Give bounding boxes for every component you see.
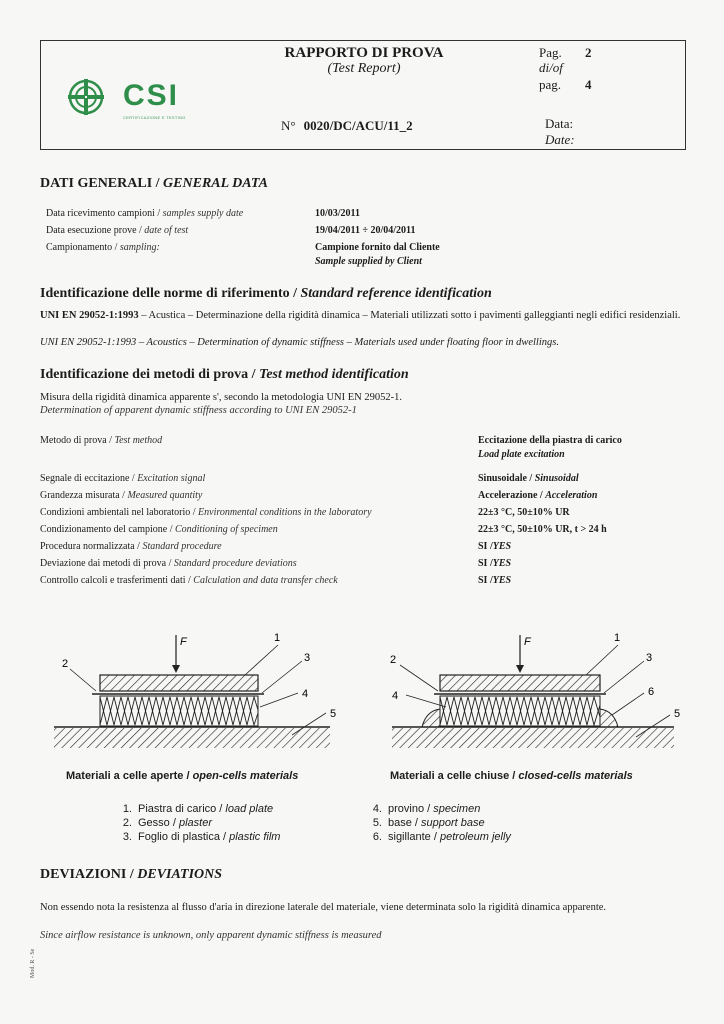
general-heading-en: GENERAL DATA — [163, 176, 268, 191]
method-row-standard-procedure-value — [478, 541, 511, 552]
row-label: Condizionamento del campione / — [40, 524, 175, 535]
date-label: Data: — [545, 116, 574, 131]
standard-heading-en: Standard reference identification — [300, 286, 492, 301]
force-arrowhead — [516, 665, 524, 673]
row-label-en: Excitation signal — [137, 473, 206, 484]
row-label: Deviazione dai metodi di prova / — [40, 558, 174, 569]
legend-number: 5. — [372, 817, 382, 829]
row-value-en: Sinusoidal — [534, 473, 579, 484]
row-value-en: YES — [492, 575, 512, 586]
report-header — [40, 40, 686, 150]
method-row-calc-check-value — [478, 575, 511, 586]
caption-it: Materiali a celle aperte / — [66, 770, 193, 782]
row-label: Condizioni ambientali nel laboratorio / — [40, 507, 199, 518]
legend-number: 6. — [372, 831, 382, 843]
method-row-calc-check-label — [40, 575, 338, 586]
caption-en: open-cells materials — [192, 770, 299, 782]
method-heading-it: Identificazione dei metodi di prova / — [40, 367, 260, 382]
date-label-en: Date: — [545, 132, 575, 147]
page-counter — [539, 45, 592, 92]
force-label: F — [180, 636, 187, 648]
legend-right — [360, 802, 511, 844]
method-row-deviations-label — [40, 558, 297, 569]
report-title-block — [269, 45, 459, 77]
callout-4: 4 — [302, 688, 309, 700]
support-base-hatch — [392, 728, 674, 748]
row-label-en: Standard procedure deviations — [173, 558, 297, 569]
method-label — [40, 435, 162, 446]
callout-5: 5 — [674, 708, 681, 720]
deviations-heading-it: DEVIAZIONI / — [40, 867, 138, 882]
logo-subtitle: CERTIFICAZIONE E TESTING — [123, 115, 186, 120]
method-row-conditioning-value — [478, 524, 607, 535]
legend-it: Foglio di plastica / — [138, 831, 230, 843]
method-row-quantity-value — [478, 490, 597, 501]
callout-5: 5 — [330, 708, 337, 720]
load-plate — [100, 675, 258, 691]
row-value: Sinusoidale / — [478, 473, 535, 484]
general-row-supply-label — [46, 208, 243, 219]
force-label: F — [524, 636, 531, 648]
deviations-heading — [40, 867, 222, 883]
date-field — [545, 116, 575, 148]
legend-it: sigillante / — [388, 831, 440, 843]
general-row-sampling-label — [46, 242, 160, 253]
legend-it: Piastra di carico / — [138, 803, 226, 815]
row-value-en: Acceleration — [545, 490, 598, 501]
row-value: SI / — [478, 575, 493, 586]
general-row-sampling-value-en: Sample supplied by Client — [315, 256, 422, 267]
method-row-lab-conditions-label — [40, 507, 372, 518]
general-row-test-date-value: 19/04/2011 ÷ 20/04/2011 — [315, 225, 416, 236]
general-data-heading — [40, 176, 268, 192]
open-cells-caption — [66, 770, 298, 782]
legend-number: 1. — [122, 803, 132, 815]
deviations-text: Non essendo nota la resistenza al flusso d'aria in direzione laterale del materiale, viene determinata solo la rigidità dinamica apparente. — [40, 902, 607, 913]
row-label-en: date of test — [144, 225, 189, 236]
deviations-text-en: Since airflow resistance is unknown, only apparent dynamic stiffness is measured — [40, 930, 382, 941]
callout-2: 2 — [62, 658, 69, 670]
row-value: SI / — [478, 558, 493, 569]
legend-item — [110, 802, 280, 816]
row-label-en: Conditioning of specimen — [174, 524, 278, 535]
logo-text: CSI — [123, 79, 180, 112]
legend-item — [360, 830, 511, 844]
row-label-en: Measured quantity — [127, 490, 203, 501]
callout-6: 6 — [648, 686, 655, 698]
legend-en: support base — [421, 817, 485, 829]
row-label: Segnale di eccitazione / — [40, 473, 138, 484]
closed-cells-diagram — [378, 625, 688, 760]
report-title-en: (Test Report) — [327, 61, 401, 76]
page-number: 2 — [585, 45, 592, 60]
method-heading-en: Test method identification — [259, 367, 409, 382]
method-row-conditioning-label — [40, 524, 278, 535]
row-label: Campionamento / — [46, 242, 120, 253]
method-row-quantity-label — [40, 490, 202, 501]
general-row-supply-value: 10/03/2011 — [315, 208, 361, 219]
row-label: Metodo di prova / — [40, 435, 115, 446]
csi-emblem-icon — [67, 75, 107, 119]
pages-total: 4 — [585, 77, 592, 92]
callout-1: 1 — [614, 632, 621, 644]
deviations-heading-en: DEVIATIONS — [137, 867, 223, 882]
row-label: Procedura normalizzata / — [40, 541, 143, 552]
row-label-en: Standard procedure — [142, 541, 222, 552]
callout-3: 3 — [304, 652, 311, 664]
standard-heading — [40, 286, 492, 302]
legend-item — [360, 816, 511, 830]
legend-en: plastic film — [229, 831, 281, 843]
legend-left — [110, 802, 280, 844]
row-value: 22±3 °C, 50±10% UR, t > 24 h — [478, 524, 607, 535]
csi-logo — [67, 75, 207, 125]
report-number — [281, 118, 413, 134]
legend-en: petroleum jelly — [439, 831, 511, 843]
force-arrowhead — [172, 665, 180, 673]
support-base-hatch — [54, 728, 330, 748]
row-value: SI / — [478, 541, 493, 552]
legend-en: specimen — [433, 803, 481, 815]
row-value-en: YES — [492, 558, 512, 569]
row-label-en: samples supply date — [162, 208, 244, 219]
legend-number: 3. — [122, 831, 132, 843]
method-value: Eccitazione della piastra di carico — [478, 435, 622, 446]
margin-form-code: Mod. R - Se — [30, 948, 36, 978]
callout-4: 4 — [392, 690, 399, 702]
legend-item — [110, 816, 280, 830]
row-label: Data ricevimento campioni / — [46, 208, 163, 219]
of-label: di/of — [539, 60, 563, 75]
row-value: Accelerazione / — [478, 490, 546, 501]
callout-1: 1 — [274, 632, 281, 644]
legend-it: Gesso / — [138, 817, 179, 829]
method-intro: Misura della rigidità dinamica apparente s', secondo la metodologia UNI EN 29052-1. — [40, 392, 402, 403]
caption-en: closed-cells materials — [518, 770, 633, 782]
legend-number: 4. — [372, 803, 382, 815]
method-heading — [40, 367, 409, 383]
legend-en: load plate — [225, 803, 274, 815]
closed-cells-caption — [390, 770, 633, 782]
page-label: Pag. — [539, 45, 562, 60]
row-label: Grandezza misurata / — [40, 490, 128, 501]
general-heading-it: DATI GENERALI / — [40, 176, 164, 191]
legend-it: provino / — [388, 803, 434, 815]
standard-code: UNI EN 29052-1:1993 — [40, 310, 139, 321]
open-cells-diagram — [40, 625, 340, 760]
pages-label: pag. — [539, 77, 562, 92]
report-number-label: N° — [281, 118, 296, 133]
sealant-left — [422, 709, 440, 727]
legend-number: 2. — [122, 817, 132, 829]
report-number-value: 0020/DC/ACU/11_2 — [303, 118, 413, 133]
method-row-deviations-value — [478, 558, 511, 569]
legend-item — [360, 802, 511, 816]
row-label-en: Test method — [114, 435, 163, 446]
general-row-test-date-label — [46, 225, 188, 236]
standard-text-en: UNI EN 29052-1:1993 – Acoustics – Determination of dynamic stiffness – Materials used under floating floor in dwellings. — [40, 337, 559, 348]
load-plate — [440, 675, 600, 691]
method-row-signal-value — [478, 473, 579, 484]
legend-it: base / — [388, 817, 422, 829]
method-value-en: Load plate excitation — [478, 449, 565, 460]
method-intro-en: Determination of apparent dynamic stiffness according to UNI EN 29052-1 — [40, 405, 357, 416]
row-label-en: sampling: — [119, 242, 160, 253]
caption-it: Materiali a celle chiuse / — [390, 770, 519, 782]
legend-item — [110, 830, 280, 844]
standard-heading-it: Identificazione delle norme di riferimento / — [40, 286, 301, 301]
row-label: Data esecuzione prove / — [46, 225, 145, 236]
report-title: RAPPORTO DI PROVA — [284, 45, 444, 61]
row-label-en: Environmental conditions in the laboratory — [198, 507, 372, 518]
general-row-sampling-value: Campione fornito dal Cliente — [315, 242, 440, 253]
specimen — [440, 696, 600, 726]
standard-text-it — [40, 309, 690, 322]
method-row-signal-label — [40, 473, 205, 484]
method-row-lab-conditions-value — [478, 507, 570, 518]
callout-2: 2 — [390, 654, 397, 666]
row-value-en: YES — [492, 541, 512, 552]
row-label: Controllo calcoli e trasferimenti dati / — [40, 575, 194, 586]
method-row-standard-procedure-label — [40, 541, 222, 552]
row-label-en: Calculation and data transfer check — [193, 575, 338, 586]
callout-3: 3 — [646, 652, 653, 664]
legend-en: plaster — [178, 817, 212, 829]
standard-description: – Acustica – Determinazione della rigidità dinamica – Materiali utilizzati sotto i pavimenti galleggianti negli edifici residenziali. — [138, 310, 681, 321]
row-value: 22±3 °C, 50±10% UR — [478, 507, 570, 518]
sealant-right — [600, 709, 618, 727]
